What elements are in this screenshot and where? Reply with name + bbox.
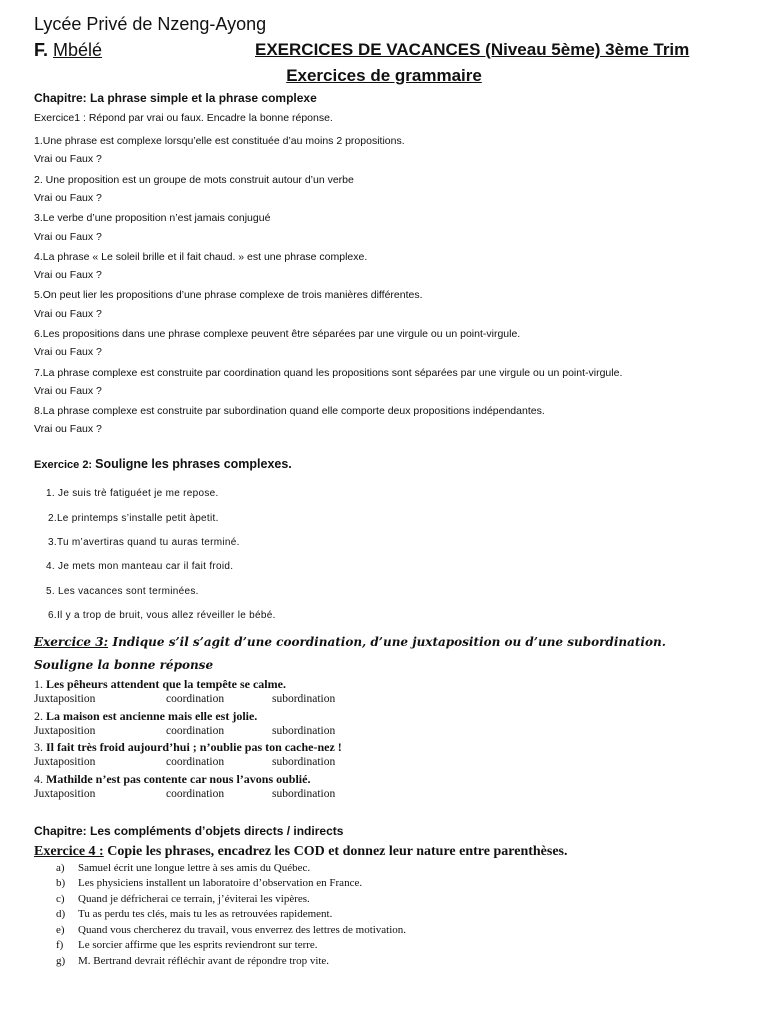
school-name: Lycée Privé de Nzeng-Ayong <box>34 14 267 34</box>
option-subordination: subordination <box>272 756 336 768</box>
exercise-2-sentence: 2.Le printemps s’installe petit àpetit. <box>48 513 219 524</box>
true-false-prompt: Vrai ou Faux ? <box>34 423 102 435</box>
exercise-1-statement: 4.La phrase « Le soleil brille et il fait chaud. » est une phrase complexe. <box>34 251 368 263</box>
exercise-4-sentence: c) Quand je défricherai ce terrain, j’éviterai les vipères. <box>56 893 310 905</box>
exercise-2-sentence: 5. Les vacances sont terminées. <box>46 586 199 597</box>
exercise-2-sentence: 6.Il y a trop de bruit, vous allez réveiller le bébé. <box>48 610 276 621</box>
chapter-heading: Chapitre: Les compléments d’objets directs / indirects <box>34 824 344 838</box>
teacher-surname: Mbélé <box>53 40 103 60</box>
exercise-1-statement: 8.La phrase complexe est construite par subordination quand elle comporte deux propositions indépendantes. <box>34 405 545 417</box>
exercise-3-sentence: 4. Mathilde n’est pas contente car nous l’avons oublié. <box>34 772 311 786</box>
exercise-3-sentence: 2. La maison est ancienne mais elle est jolie. <box>34 709 258 723</box>
exercise-2-sentence: 3.Tu m’avertiras quand tu auras terminé. <box>48 537 240 548</box>
exercise-2-instruction: Souligne les phrases complexes. <box>95 457 292 471</box>
exercise-1-statement: 3.Le verbe d’une proposition n’est jamais conjugué <box>34 212 271 224</box>
exercise-2-heading <box>34 457 292 471</box>
exercise-1-instruction: Exercice1 : Répond par vrai ou faux. Encadre la bonne réponse. <box>34 112 333 124</box>
true-false-prompt: Vrai ou Faux ? <box>34 192 102 204</box>
exercise-3-subinstruction: Souligne la bonne réponse <box>34 658 214 672</box>
option-juxtaposition: Juxtaposition <box>34 756 96 768</box>
exercise-4-label: Exercice 4 : <box>34 844 104 859</box>
exercise-4-sentence: b) Les physiciens installent un laboratoire d’observation en France. <box>56 877 363 889</box>
true-false-prompt: Vrai ou Faux ? <box>34 308 102 320</box>
option-juxtaposition: Juxtaposition <box>34 725 96 737</box>
exercise-4-sentence: g) M. Bertrand devrait réfléchir avant de répondre trop vite. <box>56 955 330 967</box>
true-false-prompt: Vrai ou Faux ? <box>34 231 102 243</box>
exercise-2-sentence: 1. Je suis trè fatiguéet je me repose. <box>46 488 219 499</box>
option-juxtaposition: Juxtaposition <box>34 693 96 705</box>
teacher-initial: F. <box>34 40 49 60</box>
exercise-3-instruction: Indique s’il s’agit d’une coordination, d’une juxtaposition ou d’une subordination. <box>112 635 666 649</box>
exercise-3-sentence: 1. Les pêheurs attendent que la tempête se calme. <box>34 677 286 691</box>
exercise-4-instruction: Copie les phrases, encadrez les COD et donnez leur nature entre parenthèses. <box>107 844 568 859</box>
exercise-1-statement: 7.La phrase complexe est construite par coordination quand les propositions sont séparées par une virgule ou un point-virgule. <box>34 367 623 379</box>
worksheet-title: EXERCICES DE VACANCES (Niveau 5ème) 3ème Trim <box>255 40 690 59</box>
option-coordination: coordination <box>166 756 225 768</box>
exercise-2-sentence: 4. Je mets mon manteau car il fait froid. <box>46 561 234 572</box>
exercise-4-sentence: f) Le sorcier affirme que les esprits reviendront sur terre. <box>56 939 318 951</box>
exercise-4-sentence: d) Tu as perdu tes clés, mais tu les as retrouvées rapidement. <box>56 908 333 920</box>
exercise-1-statement: 2. Une proposition est un groupe de mots construit autour d’un verbe <box>34 174 354 186</box>
option-subordination: subordination <box>272 693 336 705</box>
true-false-prompt: Vrai ou Faux ? <box>34 153 102 165</box>
true-false-prompt: Vrai ou Faux ? <box>34 385 102 397</box>
exercise-4-heading <box>34 844 568 860</box>
worksheet-subtitle: Exercices de grammaire <box>286 66 482 85</box>
exercise-3-label: Exercice 3: <box>34 635 109 649</box>
exercise-1-statement: 6.Les propositions dans une phrase complexe peuvent être séparées par une virgule ou un point-virgule. <box>34 328 521 340</box>
exercise-1-statement: 5.On peut lier les propositions d’une phrase complexe de trois manières différentes. <box>34 289 423 301</box>
exercise-3-sentence: 3. Il fait très froid aujourd’hui ; n’oublie pas ton cache-nez ! <box>34 740 342 754</box>
option-juxtaposition: Juxtaposition <box>34 788 96 800</box>
exercise-4-sentence: a) Samuel écrit une longue lettre à ses amis du Québec. <box>56 862 311 874</box>
true-false-prompt: Vrai ou Faux ? <box>34 346 102 358</box>
option-subordination: subordination <box>272 788 336 800</box>
option-coordination: coordination <box>166 693 225 705</box>
exercise-3-heading <box>34 633 666 651</box>
true-false-prompt: Vrai ou Faux ? <box>34 269 102 281</box>
option-coordination: coordination <box>166 788 225 800</box>
chapter-heading: Chapitre: La phrase simple et la phrase complexe <box>34 91 317 105</box>
teacher-name <box>34 40 102 61</box>
exercise-2-label: Exercice 2: <box>34 459 93 471</box>
exercise-1-statement: 1.Une phrase est complexe lorsqu’elle est constituée d’au moins 2 propositions. <box>34 135 405 147</box>
option-subordination: subordination <box>272 725 336 737</box>
option-coordination: coordination <box>166 725 225 737</box>
exercise-4-sentence: e) Quand vous chercherez du travail, vous enverrez des lettres de motivation. <box>56 924 407 936</box>
